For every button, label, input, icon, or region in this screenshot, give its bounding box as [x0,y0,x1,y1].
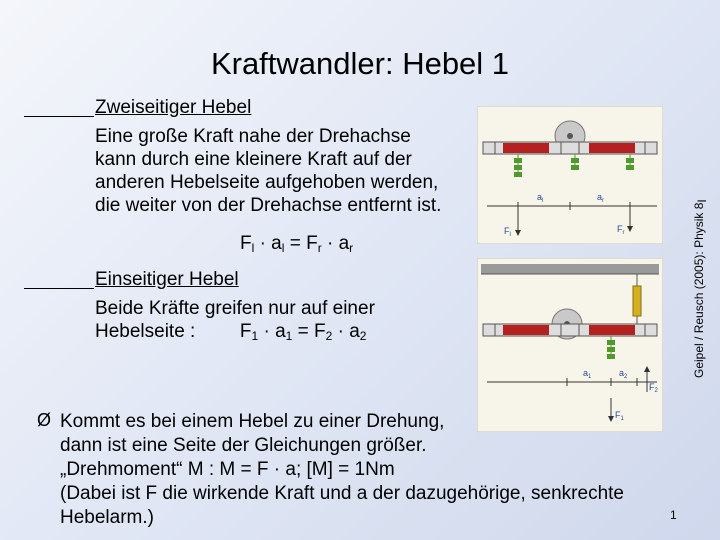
two-sided-heading: Zweiseitiger Hebel [95,97,252,118]
ceiling-support [481,264,659,274]
lever-bar [483,142,657,154]
arrow-bullet-icon: Ø [37,410,52,430]
page-number: 1 [670,508,677,522]
text-line: kann durch eine kleinere Kraft auf der [95,149,412,170]
two-sided-lever-figure [477,106,663,244]
arm-label-1: $a_1$ [583,368,592,380]
bullet-line: dann ist eine Seite der Gleichungen größer. [60,435,427,456]
force-label-left: $F_l$ [504,226,511,238]
one-sided-lever-figure [477,258,663,432]
source-credit: Geipel / Reusch (2005): Physik $8_I$ [692,199,709,378]
text-line: Eine große Kraft nahe der Drehachse [95,126,411,147]
bullet-line: „Drehmoment“ M : M = F · a; [M] = 1Nm [60,459,395,480]
arm-label-left: $a_l$ [537,192,544,204]
arm-label-right: $a_r$ [597,192,605,204]
lever-bar [483,324,657,336]
bullet-line: Hebelarm.) [60,507,154,528]
slide-title: Kraftwandler: Hebel 1 [210,46,510,81]
two-sided-formula: $F_l \cdot a_l = F_r \cdot a_r$ [240,233,354,255]
text-line: Hebelseite : $F_1 \cdot a_1 = F_2 \cdot a_2$ [95,321,367,343]
one-sided-heading: Einseitiger Hebel [95,269,239,290]
bullet-line: Kommt es bei einem Hebel zu einer Drehung, [60,411,445,432]
two-sided-text [95,125,441,217]
text-line: Beide Kräfte greifen nur auf einer [95,298,375,319]
figure-background [477,258,663,432]
text-line: anderen Hebelseite aufgehoben werden, [95,172,439,193]
one-sided-text [95,297,375,348]
heading-rule [24,116,94,117]
force-label-2: $F_2$ [649,382,658,394]
force-label-1: $F_1$ [615,410,624,422]
bullet-line: (Dabei ist F die wirkende Kraft und a der dazugehörige, senkrechte [60,483,624,504]
arm-label-2: $a_2$ [619,368,628,380]
force-label-right: $F_r$ [617,224,625,236]
text-line: die weiter von der Drehachse entfernt ist. [95,195,442,216]
heading-rule [24,288,94,289]
